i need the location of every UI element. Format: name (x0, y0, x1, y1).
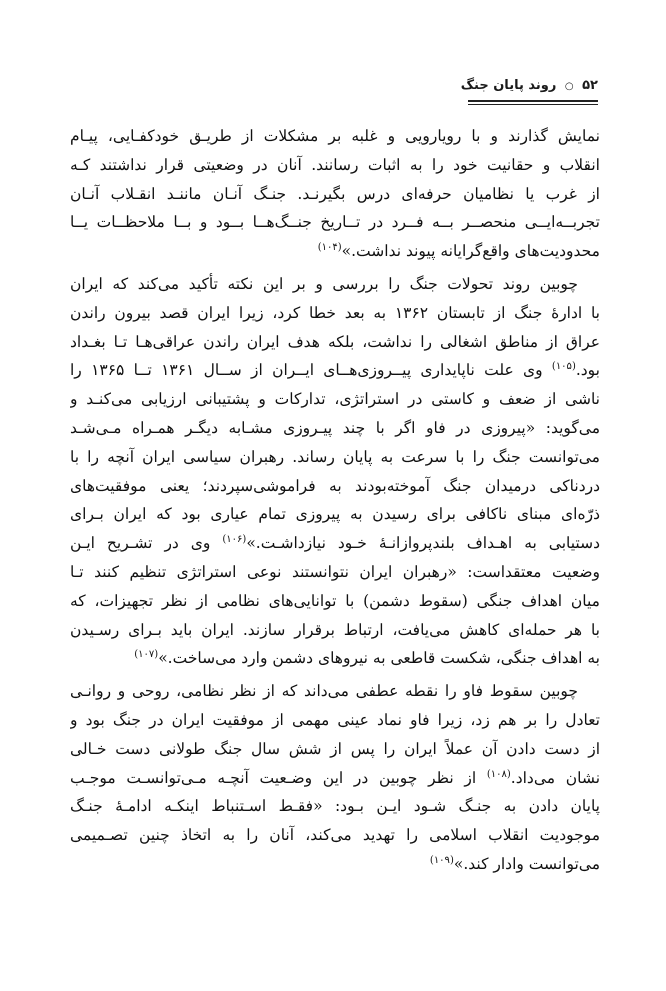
footnote-ref: (۱۰۴) (317, 242, 342, 254)
running-header (460, 78, 598, 100)
text-line: تجربــه‌ایــی منحصــر بــه فــرد در تــاریخ جنــگ‌هــا بــود و بــا ملاحظــات یــا (70, 213, 600, 232)
text-line: تعادل را بر هم زد، زیرا فاو نماد عینی مهمی از موفقیت ایران در جنگ بود و (70, 710, 600, 729)
text-line: بود.$^{(۱۰۵)}$ وی علت ناپایداری پیــروزی‌هــای ایــران از ســال ۱۳۶۱ تــا ۱۳۶۵ را (70, 361, 600, 380)
text-line: ناشی از ضعف و کاستی در استراتژی، تدارکات و پشتیبانی ارزیابی می‌کنـد و (70, 390, 600, 409)
footnote-ref: (۱۰۹) (429, 854, 454, 866)
paragraph (70, 122, 600, 266)
running-title: روند پایان جنگ (460, 78, 557, 93)
text-line: با ادارهٔ جنگ از تابستان ۱۳۶۲ به بعد خطا کرد، زیرا ایران قصد بیرون راندن (70, 303, 600, 322)
text-line: می‌توانست وادار کند.»$^{(۱۰۹)}$ (429, 854, 600, 873)
text-line: دردناکی درمیدان جنگ آموخته‌بودند به فراموشی‌سپردند؛ یعنی موفقیت‌های (70, 476, 600, 495)
text-line: دستیابی به اهـداف بلندپروازانـهٔ خـود نیازداشـت.»$^{(۱۰۶)}$ وی در تشـریح ایـن (70, 534, 600, 553)
text-line: می‌توانست جنگ را با سرعت به پایان رساند. رهبران سیاسی ایران آنچه را با (70, 447, 600, 466)
body-text (70, 122, 600, 879)
text-line: از دست دادن آن عملاً ایران را پس از شش سال جنگ طولانی دست خـالی (70, 739, 600, 758)
header-rule-thin (468, 104, 598, 105)
text-line: می‌گوید: «پیروزی در فاو اگر با چند پیـروزی مشـابه دیگـر همـراه مـی‌شـد (70, 418, 600, 437)
text-line: نشان می‌داد.$^{(۱۰۸)}$ از نظر چوبین در این وضـعیت آنچـه مـی‌توانسـت موجـب (70, 768, 600, 787)
text-line: چوبین سقوط فاو را نقطه عطفی می‌داند که از نظر نظامی، روحی و روانـی (70, 682, 578, 701)
text-line: میان اهداف جنگی (سقوط دشمن) با توانایی‌های نظامی از نظر تجهیزات، که (70, 591, 600, 610)
text-line: نمایش گذارند و با رویارویی و غلبه بر مشکلات از طریـق خودکفـایی، پیـام (70, 127, 600, 145)
text-line: به اهداف جنگی، شکست قاطعی به نیروهای دشمن وارد می‌ساخت.»$^{(۱۰۷)}$ (134, 649, 600, 668)
text-line: عراق از مناطق اشغالی را نداشت، بلکه هدف ایران راندن عراقی‌هـا تـا بغـداد (70, 332, 600, 351)
paragraph (70, 270, 600, 673)
text-line: موجودیت انقلاب اسلامی را تهدید می‌کند، آنان را به اتخاذ چنین تصـمیمی (70, 826, 600, 845)
text-line: وضعیت معتقداست: «رهبران ایران نتوانستند نوعی استراتژی تنظیم کنند تـا (70, 562, 600, 581)
text-line: با هر حمله‌ای کاهش می‌یافت، ارتباط برقرار سازند. ایران باید بـرای رسـیدن (70, 620, 600, 639)
text-line: از غرب یا نظامیان حرفه‌ای درس بگیرنـد. جنـگ آنـان ماننـد انقـلاب آنـان (70, 184, 600, 203)
text-line: انقلاب و حقانیت خود را به اثبات رسانند. آنان در وضعیتی قرار نداشتند کـه (70, 155, 600, 174)
footnote-ref: (۱۰۶) (222, 534, 247, 545)
page-number: ۵۲ (582, 78, 598, 93)
text-line: ذرّه‌ای مبنای ناکافی برای رسیدن به پیروزی تمام عیاری بود که ایران بـرای (70, 505, 600, 524)
bullet-icon: ○ (564, 81, 574, 92)
header-rule-thick (468, 100, 598, 102)
paragraph (70, 677, 600, 879)
footnote-ref: (۱۰۵) (551, 361, 576, 373)
footnote-ref: (۱۰۷) (134, 649, 159, 661)
text-line: محدودیت‌های واقع‌گرایانه پیوند نداشت.»$^{(۱۰۴)}$ (317, 242, 600, 261)
text-line: پایان دادن به جنـگ شـود ایـن بـود: «فقـط اسـتنباط اینکـه ادامـهٔ جنـگ (70, 797, 600, 816)
footnote-ref: (۱۰۸) (486, 768, 511, 780)
text-line: چوبین روند تحولات جنگ را بررسی و بر این نکته تأکید می‌کند که ایران (70, 274, 578, 293)
